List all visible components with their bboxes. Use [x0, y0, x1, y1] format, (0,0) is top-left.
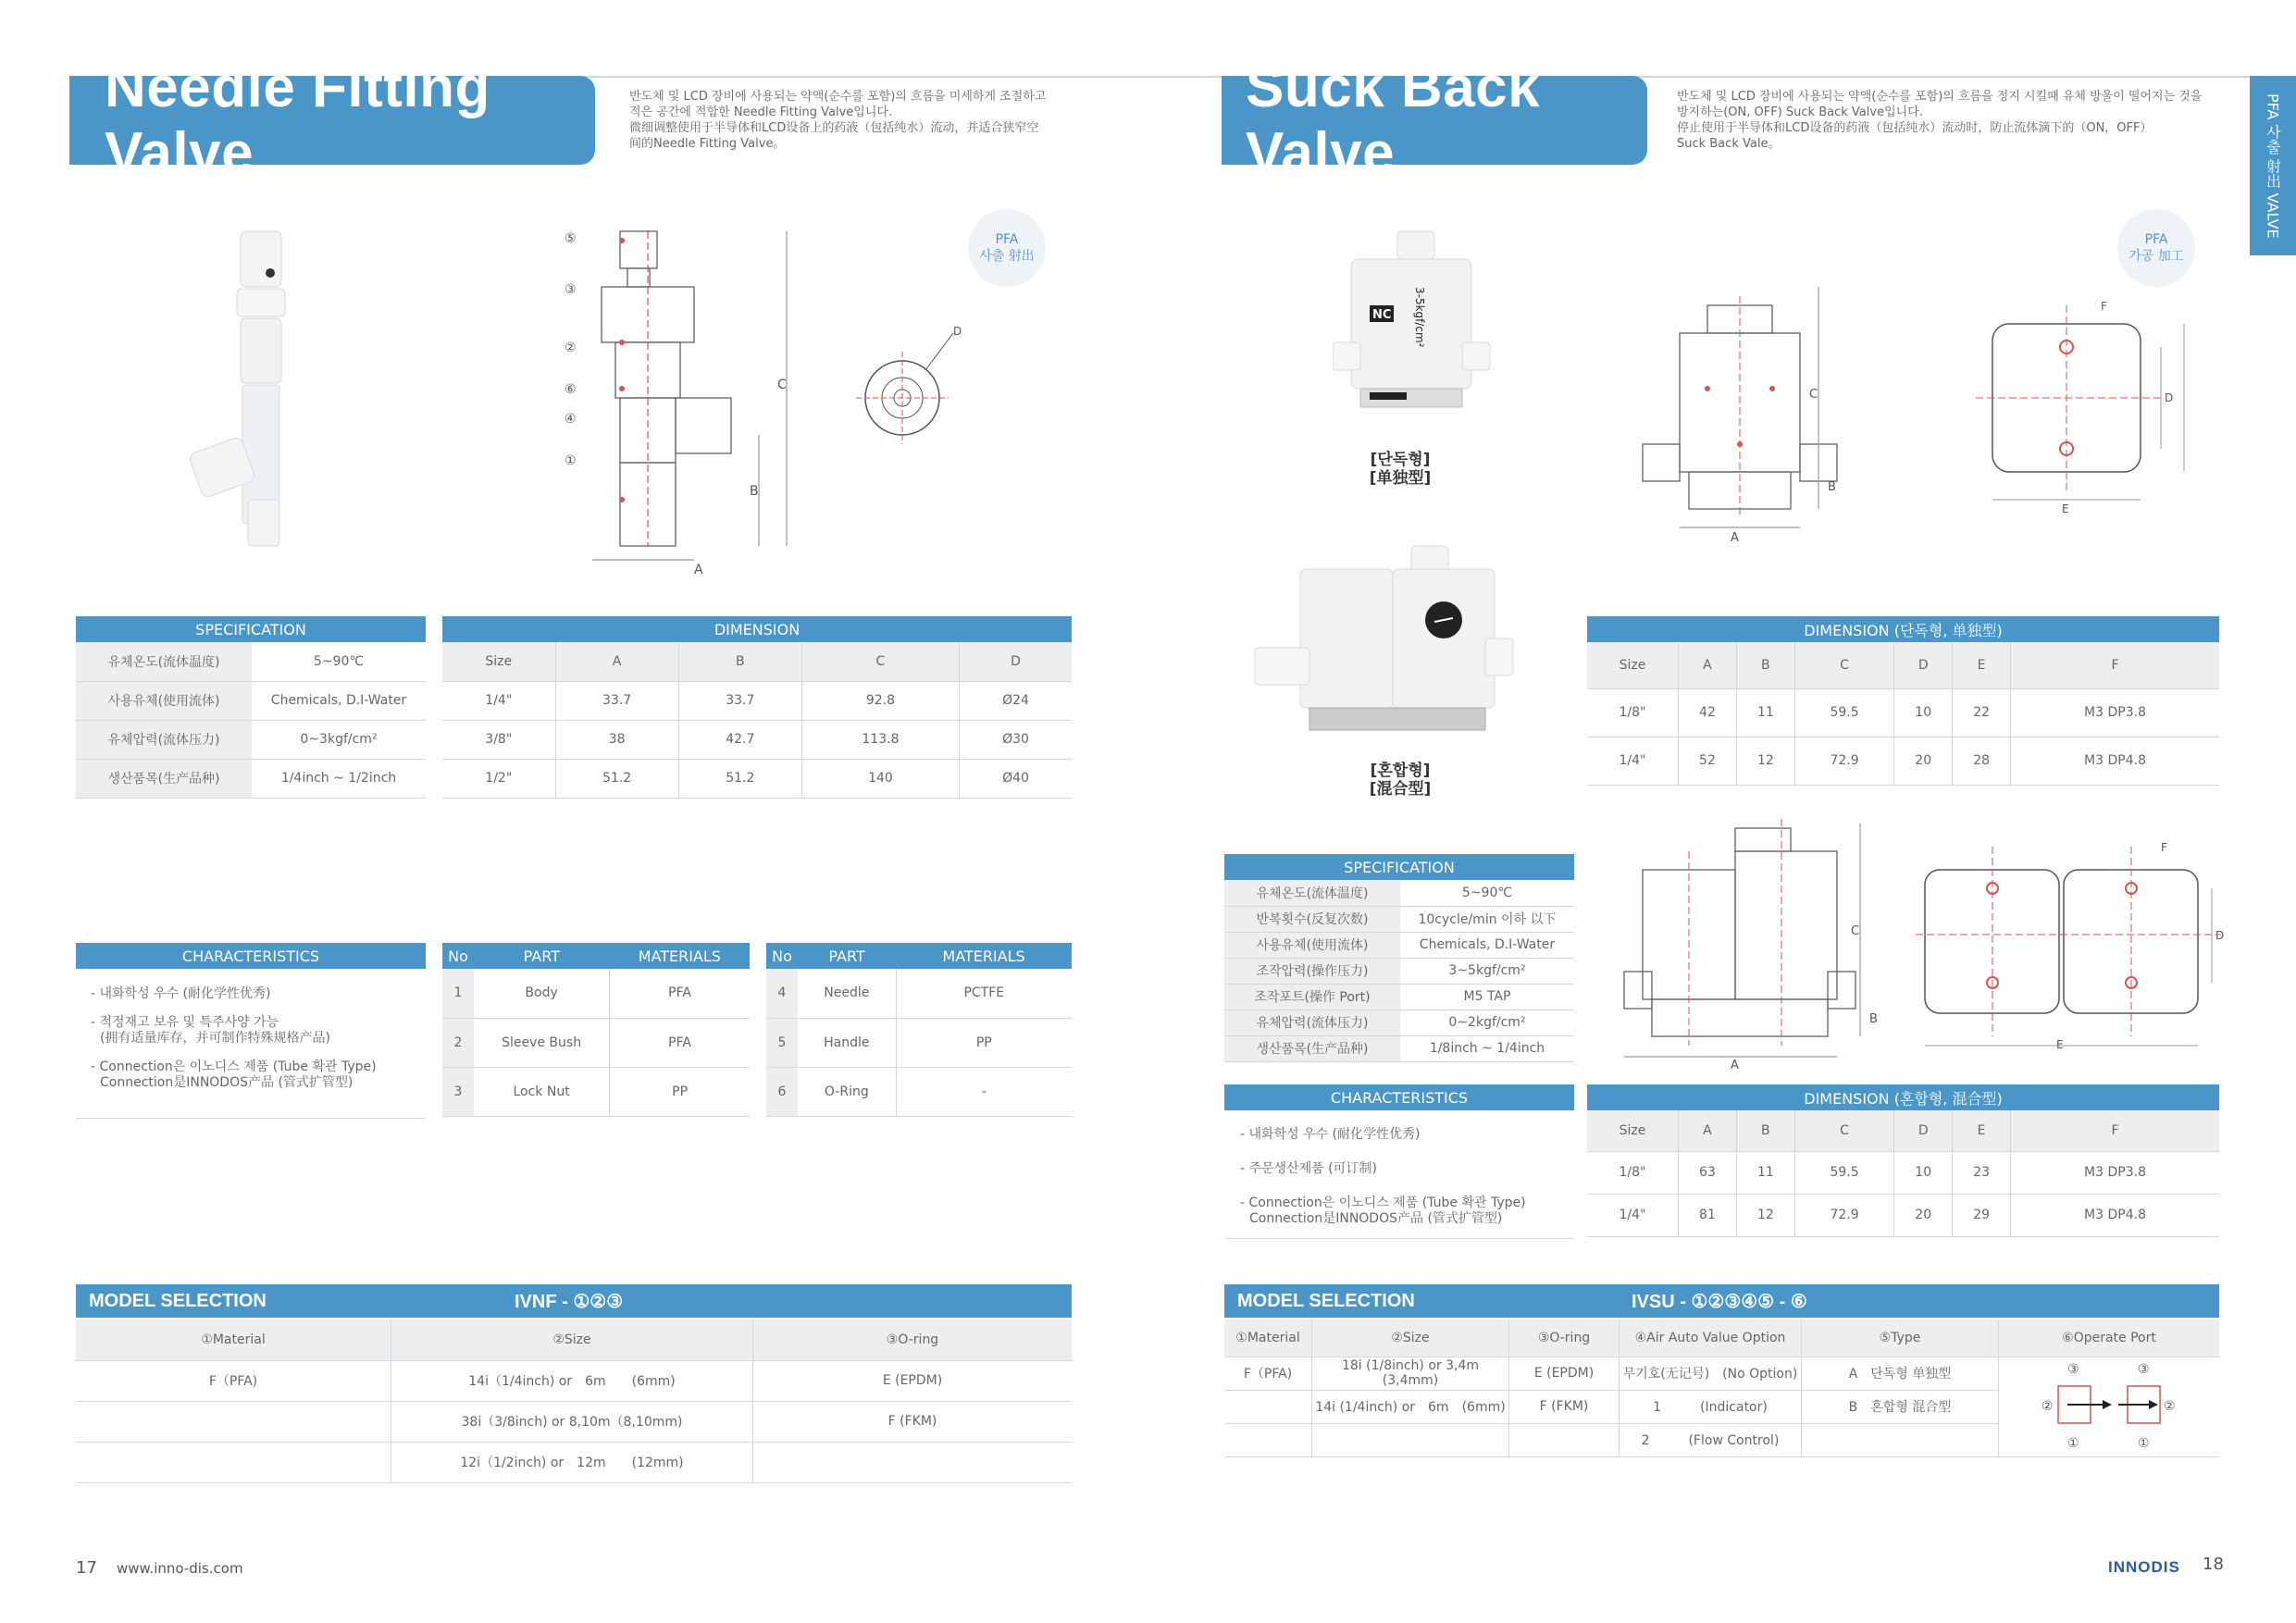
suck-back-mixed-bottom-view — [1916, 837, 2230, 1059]
table-row — [1587, 1151, 2219, 1194]
table-cell: Sleeve Bush — [474, 1018, 610, 1067]
material-badge-right — [2117, 209, 2195, 287]
table-cell: 20 — [1894, 1194, 1953, 1236]
suck-back-single-section-drawing — [1624, 278, 1865, 546]
table-cell: 1/4" — [1587, 737, 1679, 785]
table-cell: F（PFA) — [76, 1360, 391, 1401]
dimension-table-left — [442, 616, 1072, 799]
desc-line: Suck Back Vale。 — [1677, 137, 1781, 151]
table-cell — [1312, 1423, 1509, 1456]
column-header: B — [1736, 642, 1794, 688]
desc-line: 적은 공간에 적합한 Needle Fitting Valve입니다. — [629, 105, 893, 119]
table-cell: 59.5 — [1794, 1151, 1893, 1194]
title-description-left — [629, 89, 1148, 152]
spec-value: 10cycle/min 이하 以下 — [1400, 906, 1574, 932]
column-header: PART — [474, 943, 610, 969]
list-item-text: - Connection은 이노디스 제품 (Tube 확관 Type) — [91, 1059, 377, 1074]
table-header: SPECIFICATION — [76, 616, 426, 642]
table-row — [76, 1442, 1072, 1482]
caption-single — [1359, 451, 1442, 488]
table-cell — [1224, 1423, 1312, 1456]
table-cell: 1 (Indicator) — [1620, 1390, 1802, 1423]
table-cell: 1/8" — [1587, 1151, 1679, 1194]
column-header: E — [1953, 642, 2011, 688]
table-row — [766, 969, 1072, 1018]
model-selection-label: MODEL SELECTION — [1237, 1290, 1415, 1311]
table-cell: PFA — [610, 1018, 750, 1067]
table-row — [442, 1067, 750, 1116]
table-row — [442, 720, 1072, 759]
page-title: Needle Fitting Valve — [105, 56, 490, 185]
table-row — [442, 969, 750, 1018]
table-cell: 3/8" — [442, 720, 555, 759]
table-cell: 72.9 — [1794, 737, 1893, 785]
table-row — [766, 1018, 1072, 1067]
table-header: CHARACTERISTICS — [1224, 1084, 1574, 1110]
table-cell: PCTFE — [896, 969, 1072, 1018]
characteristics-list-right — [1240, 1127, 1573, 1240]
drawing-label: D — [953, 325, 962, 338]
table-cell: Ø30 — [960, 720, 1073, 759]
table-cell: 3 — [442, 1067, 474, 1116]
column-header: B — [678, 642, 801, 681]
spec-label: 유체온도(流体温度) — [76, 642, 252, 681]
table-cell — [1802, 1423, 1999, 1456]
needle-valve-photo — [185, 222, 342, 564]
needle-valve-section-drawing — [555, 222, 805, 583]
title-banner-right — [1222, 56, 1647, 185]
spec-value: 5~90℃ — [252, 642, 426, 681]
table-cell: M3 DP4.8 — [2011, 1194, 2219, 1236]
table-cell: A 단독형 单独型 — [1802, 1357, 1999, 1390]
table-header: DIMENSION — [442, 616, 1072, 642]
table-cell: 23 — [1953, 1151, 2011, 1194]
column-header: ⑥Operate Port — [1999, 1319, 2220, 1357]
column-header: ④Air Auto Value Option — [1620, 1319, 1802, 1357]
table-row — [442, 1018, 750, 1067]
table-cell: 1 — [442, 969, 474, 1018]
spec-label: 사용유체(使用流体) — [1224, 932, 1400, 958]
table-cell: Ø24 — [960, 681, 1073, 720]
model-selection-table-right — [1224, 1319, 2219, 1457]
column-header: F — [2011, 1110, 2219, 1151]
dimension-table-mixed — [1587, 1084, 2219, 1237]
table-cell: 38i（3/8inch) or 8,10m（8,10mm) — [391, 1401, 753, 1442]
table-cell: E (EPDM) — [1509, 1357, 1620, 1390]
table-row — [766, 1067, 1072, 1116]
column-header: MATERIALS — [896, 943, 1072, 969]
drawing-label: C — [1851, 924, 1860, 938]
list-item-text: Connection是INNODOS产品 (管式扩管型) — [100, 1075, 354, 1090]
side-category-tab: PFA 사출 射出 VALVE — [2250, 76, 2296, 255]
spec-value: 0~3kgf/cm² — [252, 720, 426, 759]
table-cell: 42.7 — [678, 720, 801, 759]
table-cell: 42 — [1679, 688, 1737, 737]
column-header: C — [1794, 642, 1893, 688]
table-cell: 12 — [1736, 737, 1794, 785]
spec-label: 사용유체(使用流体) — [76, 681, 252, 720]
table-header: CHARACTERISTICS — [76, 943, 426, 969]
drawing-label: A — [1731, 531, 1739, 545]
table-row — [442, 681, 1072, 720]
list-item-text: - 주문생산제품 (可订制) — [1240, 1161, 1378, 1176]
parts-table-2 — [766, 943, 1072, 1117]
table-cell: 14i (1/4inch) or 6m (6mm) — [1312, 1390, 1509, 1423]
parts-table-1 — [442, 943, 750, 1117]
list-item — [91, 1059, 424, 1091]
column-header: ③O-ring — [753, 1319, 1073, 1360]
divider — [76, 1118, 426, 1119]
title-banner-left — [69, 56, 595, 185]
column-header: ③O-ring — [1509, 1319, 1620, 1357]
drawing-label: ③ — [565, 282, 577, 297]
table-cell: Ø40 — [960, 759, 1073, 798]
column-header: MATERIALS — [610, 943, 750, 969]
port-label: ② — [2164, 1399, 2176, 1414]
material-badge-left — [968, 209, 1046, 287]
table-cell: 무기호(无记号) (No Option) — [1620, 1357, 1802, 1390]
badge-line: PFA — [2144, 232, 2168, 247]
column-header: A — [1679, 642, 1737, 688]
model-selection-bar-right — [1224, 1284, 2219, 1318]
table-row — [1224, 1357, 2219, 1390]
list-item — [1240, 1127, 1573, 1143]
column-header: F — [2011, 642, 2219, 688]
list-item-text: - 적정재고 보유 및 특주사양 가능 — [91, 1015, 279, 1030]
list-item-text: - 내화학성 우수 (耐化学性优秀) — [1240, 1127, 1421, 1142]
photo-label: 3-5kgf/cm² — [1413, 287, 1426, 348]
drawing-label: ⑥ — [565, 382, 577, 397]
operate-port-cell — [1999, 1357, 2220, 1456]
model-selection-table-left — [76, 1319, 1072, 1483]
table-cell: 12i（1/2inch) or 12m (12mm) — [391, 1442, 753, 1482]
column-header: D — [960, 642, 1073, 681]
table-row — [1587, 1194, 2219, 1236]
drawing-label: D — [2165, 391, 2174, 404]
list-item-text: - Connection은 이노디스 제품 (Tube 확관 Type) — [1240, 1196, 1526, 1210]
table-cell: PP — [610, 1067, 750, 1116]
desc-line: 间的Needle Fitting Valve。 — [629, 137, 786, 151]
table-cell: 52 — [1679, 737, 1737, 785]
caption-line: [단독형] — [1370, 451, 1431, 469]
drawing-label: B — [1828, 480, 1836, 494]
table-cell: 11 — [1736, 688, 1794, 737]
table-cell: 11 — [1736, 1151, 1794, 1194]
spec-label: 조작포트(操作 Port) — [1224, 984, 1400, 1010]
table-cell: 5 — [766, 1018, 798, 1067]
drawing-label: E — [2056, 1038, 2064, 1051]
spec-value: 0~2kgf/cm² — [1400, 1010, 1574, 1035]
table-cell: 1/4" — [1587, 1194, 1679, 1236]
column-header: A — [555, 642, 678, 681]
desc-line: 방지하는(ON, OFF) Suck Back Valve입니다. — [1677, 105, 1923, 119]
desc-line: 반도체 및 LCD 장비에 사용되는 약액(순수를 포함)의 흐름을 정지 시킬때 유체 방울이 떨어지는 것을 — [1677, 90, 2203, 104]
table-cell: 1/2" — [442, 759, 555, 798]
drawing-label: ④ — [565, 412, 577, 427]
column-header: ①Material — [76, 1319, 391, 1360]
drawing-label: B — [750, 484, 759, 499]
column-header: PART — [798, 943, 896, 969]
table-cell: 18i (1/8inch) or 3,4m (3,4mm) — [1312, 1357, 1509, 1390]
list-item-text: Connection是INNODOS产品 (管式扩管型) — [1249, 1211, 1503, 1226]
table-cell: 113.8 — [801, 720, 959, 759]
table-cell: 1/4" — [442, 681, 555, 720]
table-cell: Handle — [798, 1018, 896, 1067]
table-cell: E (EPDM) — [753, 1360, 1073, 1401]
spec-value: Chemicals, D.I-Water — [1400, 932, 1574, 958]
model-selection-label: MODEL SELECTION — [89, 1290, 267, 1311]
list-item — [91, 1015, 424, 1047]
characteristics-list-left — [91, 986, 424, 1104]
needle-valve-top-view — [851, 324, 972, 453]
column-header: E — [1953, 1110, 2011, 1151]
model-code: IVSU - ①②③④⑤ - ⑥ — [1632, 1291, 1807, 1312]
drawing-label: ② — [565, 341, 577, 355]
drawing-label: A — [694, 563, 703, 577]
table-cell: 20 — [1894, 737, 1953, 785]
suck-back-single-bottom-view — [1976, 296, 2198, 518]
page-number-left: 17 — [76, 1558, 97, 1578]
table-cell — [1224, 1390, 1312, 1423]
caption-mixed — [1359, 762, 1442, 799]
characteristics-header-left — [76, 943, 426, 969]
list-item — [1240, 1161, 1573, 1177]
table-cell: 10 — [1894, 1151, 1953, 1194]
drawing-label: B — [1869, 1012, 1878, 1026]
column-header: A — [1679, 1110, 1737, 1151]
spec-label: 유체온도(流体温度) — [1224, 880, 1400, 906]
table-cell: 63 — [1679, 1151, 1737, 1194]
spec-label: 조작압력(操作压力) — [1224, 958, 1400, 984]
table-cell: Needle — [798, 969, 896, 1018]
column-header: No — [766, 943, 798, 969]
column-header: ②Size — [1312, 1319, 1509, 1357]
model-code: IVNF - ①②③ — [515, 1291, 624, 1312]
spec-value: 1/4inch ~ 1/2inch — [252, 759, 426, 798]
drawing-label: ⑤ — [565, 231, 577, 246]
table-cell: 33.7 — [678, 681, 801, 720]
table-cell: M3 DP4.8 — [2011, 737, 2219, 785]
column-header: ②Size — [391, 1319, 753, 1360]
table-cell: 22 — [1953, 688, 2011, 737]
list-item — [1240, 1196, 1573, 1227]
drawing-label: C — [1809, 388, 1818, 402]
spec-label: 생산품목(生产品种) — [76, 759, 252, 798]
table-cell: 38 — [555, 720, 678, 759]
brand-logo: INNODIS — [2108, 1558, 2180, 1576]
table-cell: 12 — [1736, 1194, 1794, 1236]
divider — [1224, 1238, 1574, 1239]
table-cell — [753, 1442, 1073, 1482]
table-cell: O-Ring — [798, 1067, 896, 1116]
table-cell: PFA — [610, 969, 750, 1018]
table-cell: 4 — [766, 969, 798, 1018]
table-cell: 51.2 — [678, 759, 801, 798]
table-cell: 92.8 — [801, 681, 959, 720]
badge-line: 가공 加工 — [2128, 249, 2184, 264]
drawing-label: A — [1731, 1059, 1739, 1072]
caption-line: [单独型] — [1369, 469, 1432, 488]
table-cell: 14i（1/4inch) or 6m (6mm) — [391, 1360, 753, 1401]
spec-label: 생산품목(生产品种) — [1224, 1035, 1400, 1061]
column-header: Size — [442, 642, 555, 681]
table-cell: 6 — [766, 1067, 798, 1116]
table-cell: F (FKM) — [753, 1401, 1073, 1442]
table-cell: M3 DP3.8 — [2011, 1151, 2219, 1194]
column-header: B — [1736, 1110, 1794, 1151]
table-cell: B 혼합형 混合型 — [1802, 1390, 1999, 1423]
port-label: ② — [2042, 1399, 2054, 1414]
table-cell: 1/8" — [1587, 688, 1679, 737]
table-cell: 28 — [1953, 737, 2011, 785]
column-header: D — [1894, 642, 1953, 688]
title-description-right — [1677, 89, 2223, 152]
column-header: Size — [1587, 1110, 1679, 1151]
footer-url[interactable]: www.inno-dis.com — [117, 1560, 243, 1577]
characteristics-header-right — [1224, 1084, 1574, 1110]
spec-value: Chemicals, D.I-Water — [252, 681, 426, 720]
table-cell: 33.7 — [555, 681, 678, 720]
column-header: Size — [1587, 642, 1679, 688]
table-cell: 2 (Flow Control) — [1620, 1423, 1802, 1456]
table-cell — [76, 1401, 391, 1442]
table-header: SPECIFICATION — [1224, 854, 1574, 880]
table-cell — [1509, 1423, 1620, 1456]
desc-line: 반도체 및 LCD 장비에 사용되는 약액(순수를 포함)의 흐름을 미세하게 조절하고 — [629, 90, 1047, 104]
column-header: C — [1794, 1110, 1893, 1151]
port-label: ① — [2067, 1436, 2079, 1451]
suck-back-valve-mixed-photo — [1254, 537, 1522, 759]
caption-line: [혼합형] — [1370, 762, 1431, 780]
table-cell: 81 — [1679, 1194, 1737, 1236]
table-cell: - — [896, 1067, 1072, 1116]
table-row — [1587, 737, 2219, 785]
drawing-label: D — [2215, 929, 2225, 942]
table-cell: 59.5 — [1794, 688, 1893, 737]
column-header: ⑤Type — [1802, 1319, 1999, 1357]
port-label: ③ — [2067, 1362, 2079, 1377]
desc-line: 停止使用于半导体和LCD设备的药液（包括纯水）流动时，防止流体滴下的（ON，OFF） — [1677, 121, 2153, 135]
table-header: DIMENSION (혼합형, 混合型) — [1587, 1084, 2219, 1110]
table-row — [442, 759, 1072, 798]
drawing-label: F — [2101, 300, 2107, 313]
spec-label: 유체압력(流体压力) — [1224, 1010, 1400, 1035]
list-item-text: (拥有适量库存，并可制作特殊规格产品) — [100, 1031, 330, 1046]
drawing-label: E — [2062, 502, 2069, 515]
table-cell: F (FKM) — [1509, 1390, 1620, 1423]
table-cell: 2 — [442, 1018, 474, 1067]
column-header: D — [1894, 1110, 1953, 1151]
spec-label: 반복횟수(反复次数) — [1224, 906, 1400, 932]
table-cell: PP — [896, 1018, 1072, 1067]
table-cell: Lock Nut — [474, 1067, 610, 1116]
table-cell: Body — [474, 969, 610, 1018]
page-number-right: 18 — [2203, 1555, 2224, 1574]
spec-label: 유체압력(流体压力) — [76, 720, 252, 759]
port-label: ① — [2138, 1436, 2150, 1451]
suck-back-mixed-section-drawing — [1615, 814, 1883, 1073]
table-cell: 72.9 — [1794, 1194, 1893, 1236]
caption-line: [混合型] — [1369, 780, 1432, 799]
table-row — [76, 1360, 1072, 1401]
photo-label: NC — [1372, 308, 1392, 322]
table-cell: 51.2 — [555, 759, 678, 798]
desc-line: 微细调整使用于半导体和LCD设备上的药液（包括纯水）流动，并适合狭窄空 — [629, 121, 1039, 135]
drawing-label: F — [2161, 841, 2167, 854]
badge-line: PFA — [995, 232, 1019, 247]
table-row — [1587, 688, 2219, 737]
spec-table-left — [76, 616, 426, 799]
drawing-label: C — [777, 378, 787, 392]
table-cell — [76, 1442, 391, 1482]
table-cell: M3 DP3.8 — [2011, 688, 2219, 737]
column-header: ①Material — [1224, 1319, 1312, 1357]
table-cell: F（PFA) — [1224, 1357, 1312, 1390]
spec-value: 3~5kgf/cm² — [1400, 958, 1574, 984]
suck-back-valve-single-photo — [1333, 222, 1508, 444]
spec-value: 5~90℃ — [1400, 880, 1574, 906]
model-selection-bar-left — [76, 1284, 1072, 1318]
table-row — [76, 1401, 1072, 1442]
list-item — [91, 986, 424, 1002]
spec-value: M5 TAP — [1400, 984, 1574, 1010]
spec-table-right — [1224, 854, 1574, 1062]
port-label: ③ — [2138, 1362, 2150, 1377]
column-header: No — [442, 943, 474, 969]
operate-port-diagram — [2040, 1358, 2178, 1451]
list-item-text: - 내화학성 우수 (耐化学性优秀) — [91, 986, 271, 1001]
table-cell: 10 — [1894, 688, 1953, 737]
drawing-label: ① — [565, 453, 577, 468]
badge-line: 사출 射出 — [979, 249, 1035, 264]
spec-value: 1/8inch ~ 1/4inch — [1400, 1035, 1574, 1061]
table-cell: 29 — [1953, 1194, 2011, 1236]
table-header: DIMENSION (단독형, 单独型) — [1587, 616, 2219, 642]
page-title: Suck Back Valve — [1246, 56, 1541, 185]
dimension-table-single — [1587, 616, 2219, 786]
table-cell: 140 — [801, 759, 959, 798]
column-header: C — [801, 642, 959, 681]
